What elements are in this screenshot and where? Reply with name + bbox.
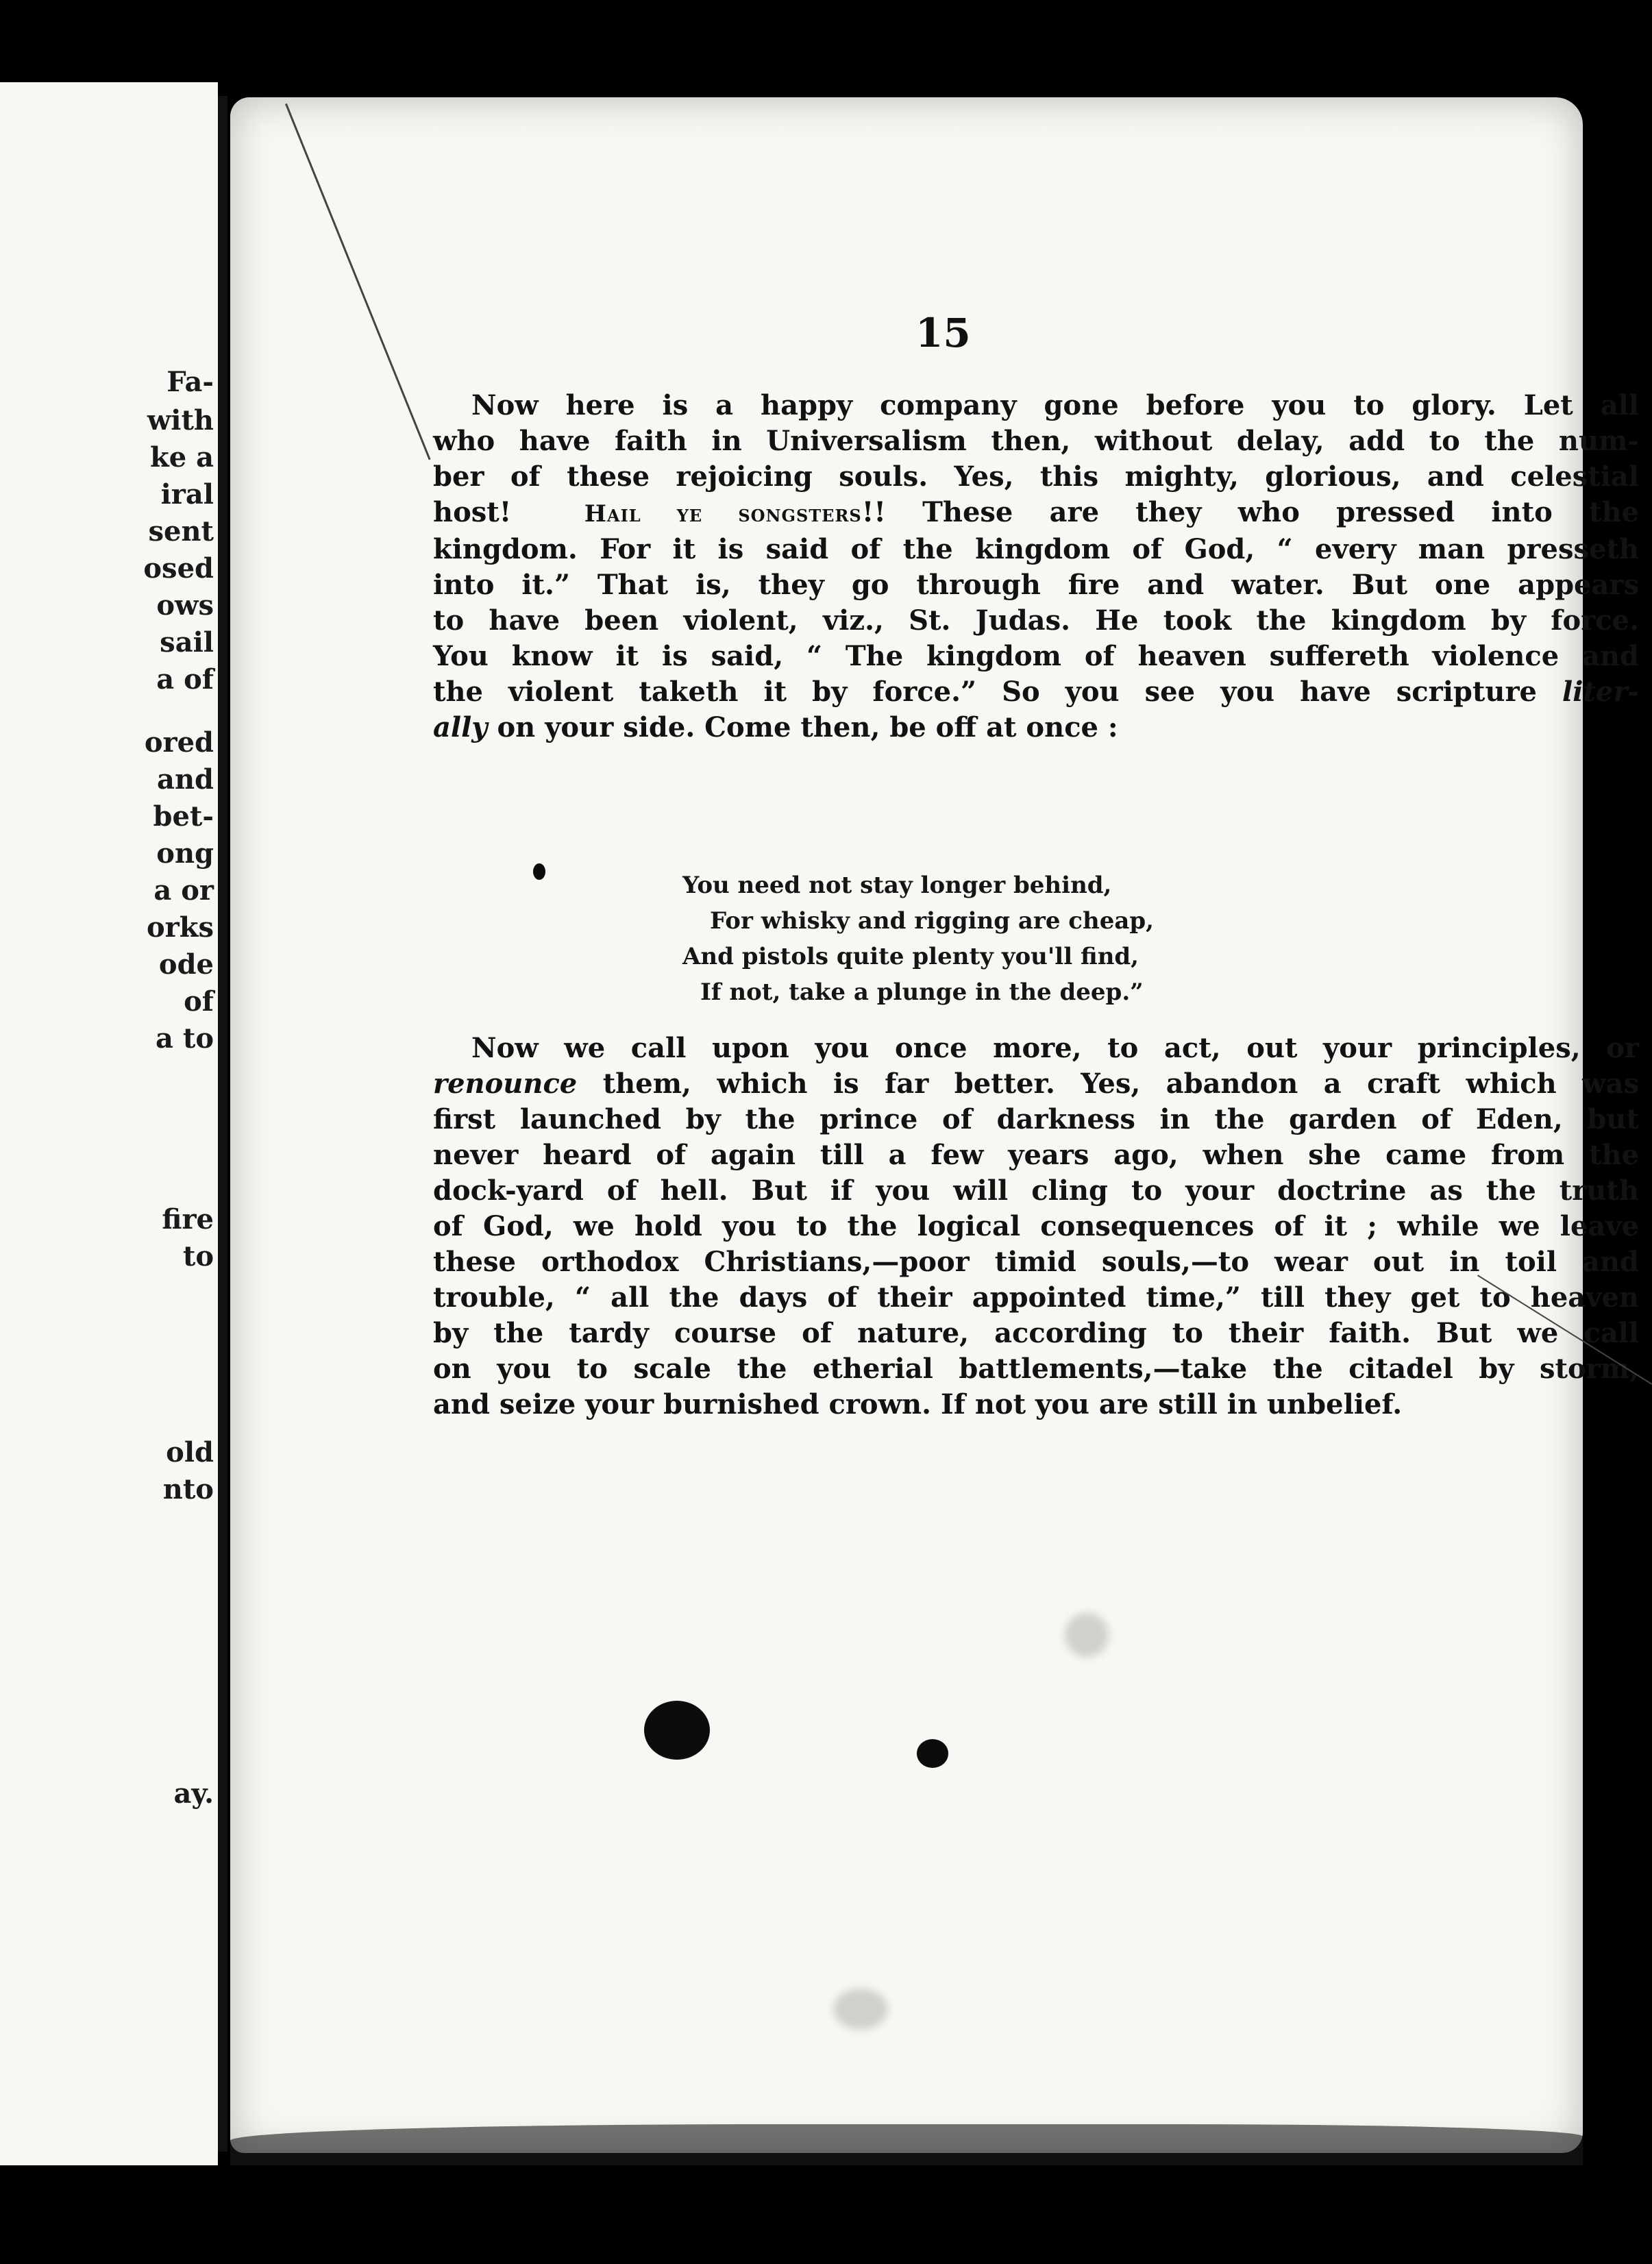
verse-block xyxy=(682,868,1154,1010)
text-line: of God, we hold you to the logical consequences of it ; while we leave xyxy=(433,1210,1639,1242)
text-line: by the tardy course of nature, according to their faith. But we call xyxy=(433,1317,1639,1349)
text-line xyxy=(433,495,1639,532)
left-page-line: orks xyxy=(147,911,214,944)
left-page-line: of xyxy=(184,985,214,1018)
paragraph-1 xyxy=(433,388,1639,746)
text-line: never heard of again till a few years ago, when she came from the xyxy=(433,1139,1639,1171)
text-fragment: host! xyxy=(433,496,512,528)
paragraph-2 xyxy=(433,1031,1639,1423)
left-page-line: ows xyxy=(156,589,214,622)
left-page-line: sail xyxy=(160,626,214,659)
verse-line: And pistols quite plenty you'll find, xyxy=(682,943,1139,970)
left-page-line: fire xyxy=(162,1203,214,1235)
text-line: You know it is said, “ The kingdom of heaven suffereth violence and xyxy=(433,640,1639,672)
left-page-line: to xyxy=(182,1240,214,1272)
book-page xyxy=(230,97,1639,2153)
text-line: first launched by the prince of darkness in the garden of Eden, but xyxy=(433,1103,1639,1135)
text-fragment: them, which is far better. Yes, abandon a craft which was xyxy=(602,1068,1639,1100)
text-line: to have been violent, viz., St. Judas. He took the kingdom by force. xyxy=(433,604,1639,637)
text-line xyxy=(433,1066,1639,1102)
text-line: and seize your burnished crown. If not you are still in unbelief. xyxy=(433,1388,1403,1420)
text-line: into it.” That is, they go through fire and water. But one appears xyxy=(433,569,1639,601)
verse-line: You need not stay longer behind, xyxy=(682,872,1112,899)
left-page-line: ke a xyxy=(149,441,214,473)
text-line: trouble, “ all the days of their appointed time,” till they get to heaven xyxy=(433,1281,1639,1314)
text-line: these orthodox Christians,—poor timid souls,—to wear out in toil and xyxy=(433,1246,1639,1278)
page-number: 15 xyxy=(915,310,971,356)
text-fragment: the violent taketh it by force.” So you see you have scripture xyxy=(433,676,1537,708)
verse-line: If not, take a plunge in the deep.” xyxy=(700,979,1144,1006)
left-page-line: a or xyxy=(153,874,214,907)
left-page-line: Fa- xyxy=(167,366,214,398)
text-line: Now here is a happy company gone before you to glory. Let all xyxy=(471,389,1639,421)
left-page-line: sent xyxy=(148,515,214,547)
text-fragment: on your side. Come then, be off at once : xyxy=(497,711,1118,743)
text-line: ber of these rejoicing souls. Yes, this mighty, glorious, and celestial xyxy=(433,460,1639,493)
left-page-line: ode xyxy=(158,948,214,981)
text-line: dock-yard of hell. But if you will cling to your doctrine as the truth xyxy=(433,1174,1639,1207)
page-gutter xyxy=(218,96,227,2152)
italic-word: renounce xyxy=(433,1068,578,1100)
stain xyxy=(1065,1613,1109,1657)
page-bottom-edge xyxy=(230,2124,1583,2165)
left-page-fragment xyxy=(0,82,218,2165)
left-page-line: iral xyxy=(160,478,214,510)
left-page-line: a to xyxy=(156,1022,214,1055)
italic-word: ally xyxy=(433,711,488,743)
italic-word: liter- xyxy=(1562,676,1639,708)
left-page-line: old xyxy=(166,1436,214,1468)
text-fragment: !! These are they who pressed into the xyxy=(861,496,1639,528)
left-page-line: ay. xyxy=(173,1777,214,1810)
left-page-line: ong xyxy=(156,837,214,870)
ink-blot xyxy=(644,1701,710,1760)
text-line xyxy=(433,674,1639,710)
ink-blot xyxy=(533,863,545,880)
text-line: Now we call upon you once more, to act, out your principles, or xyxy=(471,1032,1639,1064)
left-page-line: and xyxy=(157,763,214,796)
text-line xyxy=(433,710,1639,746)
text-line: who have faith in Universalism then, without delay, add to the num- xyxy=(433,425,1639,457)
left-page-line: a of xyxy=(156,663,214,696)
text-line: kingdom. For it is said of the kingdom of God, “ every man presseth xyxy=(433,533,1639,565)
stain xyxy=(833,1989,888,2030)
ink-blot xyxy=(917,1739,948,1768)
left-page-line: osed xyxy=(143,552,214,585)
left-page-line: nto xyxy=(162,1473,214,1505)
left-page-line: ored xyxy=(144,726,214,759)
paper-crack xyxy=(285,103,431,460)
text-line: on you to scale the etherial battlements,—take the citadel by storm, xyxy=(433,1353,1639,1385)
left-page-line: bet- xyxy=(153,800,214,833)
left-page-line: with xyxy=(147,404,214,436)
verse-line: For whisky and rigging are cheap, xyxy=(710,907,1154,935)
small-caps-phrase: Hail ye songsters xyxy=(584,500,862,528)
